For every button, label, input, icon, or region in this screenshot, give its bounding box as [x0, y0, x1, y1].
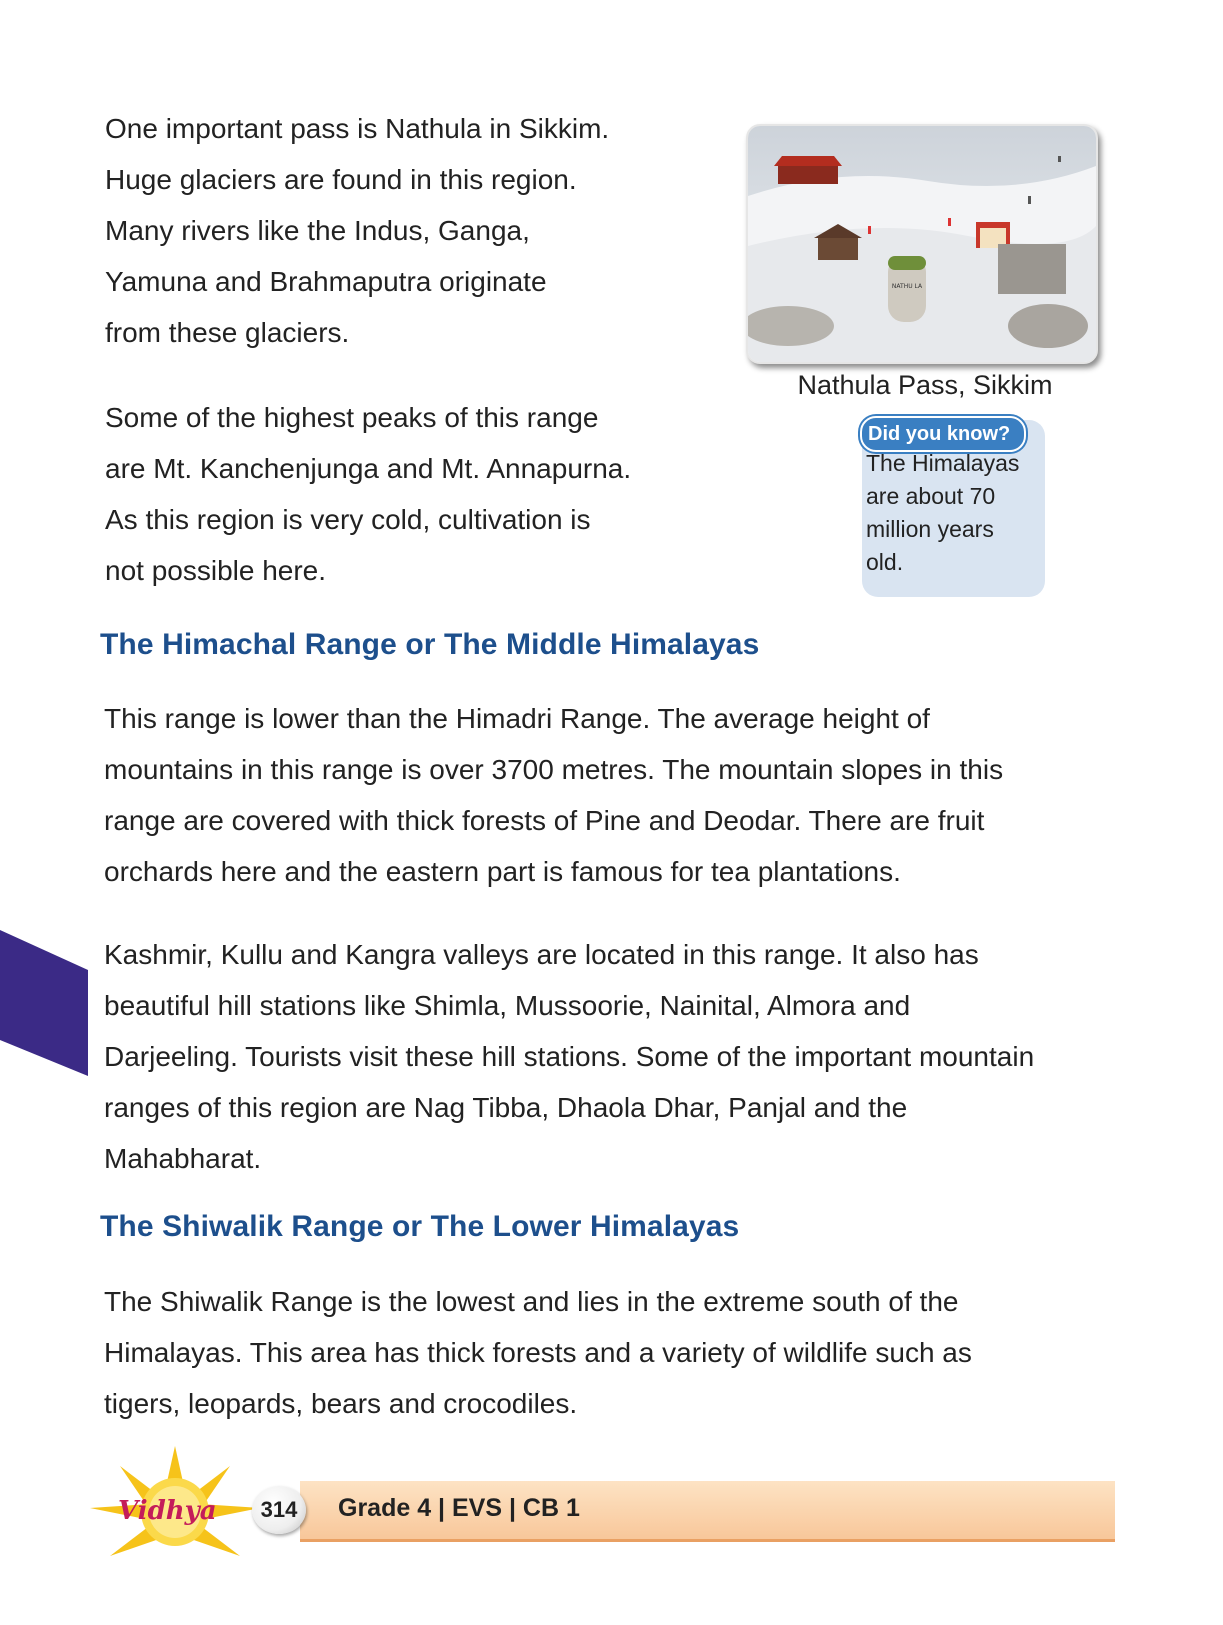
text-line: The Shiwalik Range is the lowest and lies in the extreme south of the: [104, 1286, 959, 1317]
text-line: Yamuna and Brahmaputra originate: [105, 266, 547, 297]
text-line: mountains in this range is over 3700 metres. The mountain slopes in this: [104, 754, 1004, 785]
text-line: million years: [866, 516, 994, 542]
did-you-know-badge: Did you know?: [860, 416, 1026, 452]
text-line: are Mt. Kanchenjunga and Mt. Annapurna.: [105, 453, 632, 484]
did-you-know-text: [866, 447, 1019, 579]
section-heading-himachal: The Himachal Range or The Middle Himalayas: [100, 628, 760, 661]
text-line: not possible here.: [105, 555, 327, 586]
text-line: range are covered with thick forests of Pine and Deodar. There are fruit: [104, 805, 985, 836]
text-line: Darjeeling. Tourists visit these hill stations. Some of the important mountain: [104, 1041, 1035, 1072]
himachal-paragraph-1: [104, 693, 1003, 897]
text-line: One important pass is Nathula in Sikkim.: [105, 113, 610, 144]
text-line: old.: [866, 549, 904, 575]
photo-caption: Nathula Pass, Sikkim: [797, 370, 1053, 400]
text-line: Kashmir, Kullu and Kangra valleys are located in this range. It also has: [104, 939, 979, 970]
intro-paragraph-2: [105, 392, 631, 596]
text-line: Mahabharat.: [104, 1143, 262, 1174]
side-tab-marker: [0, 930, 88, 1076]
text-line: orchards here and the eastern part is famous for tea plantations.: [104, 856, 901, 887]
page-number: 314: [252, 1486, 306, 1534]
milestone-sign: NATHU LA: [891, 283, 923, 290]
section-heading-shiwalik: The Shiwalik Range or The Lower Himalayas: [100, 1210, 740, 1243]
text-line: from these glaciers.: [105, 317, 350, 348]
logo-text: Vidhya: [118, 1496, 217, 1526]
text-line: tigers, leopards, bears and crocodiles.: [104, 1388, 578, 1419]
text-line: Many rivers like the Indus, Ganga,: [105, 215, 530, 246]
text-line: are about 70: [866, 483, 996, 509]
intro-paragraph-1: [105, 103, 609, 358]
text-line: The Himalayas: [866, 450, 1020, 476]
text-line: beautiful hill stations like Shimla, Mussoorie, Nainital, Almora and: [104, 990, 911, 1021]
himachal-paragraph-2: [104, 929, 1034, 1184]
text-line: ranges of this region are Nag Tibba, Dhaola Dhar, Panjal and the: [104, 1092, 908, 1123]
text-line: Huge glaciers are found in this region.: [105, 164, 577, 195]
text-line: As this region is very cold, cultivation is: [105, 504, 591, 535]
text-line: Some of the highest peaks of this range: [105, 402, 599, 433]
shiwalik-paragraph-1: [104, 1276, 972, 1429]
text-line: This range is lower than the Himadri Range. The average height of: [104, 703, 930, 734]
nathula-pass-photo: [746, 124, 1098, 364]
book-info: Grade 4 | EVS | CB 1: [338, 1494, 580, 1522]
text-line: Himalayas. This area has thick forests and a variety of wildlife such as: [104, 1337, 972, 1368]
